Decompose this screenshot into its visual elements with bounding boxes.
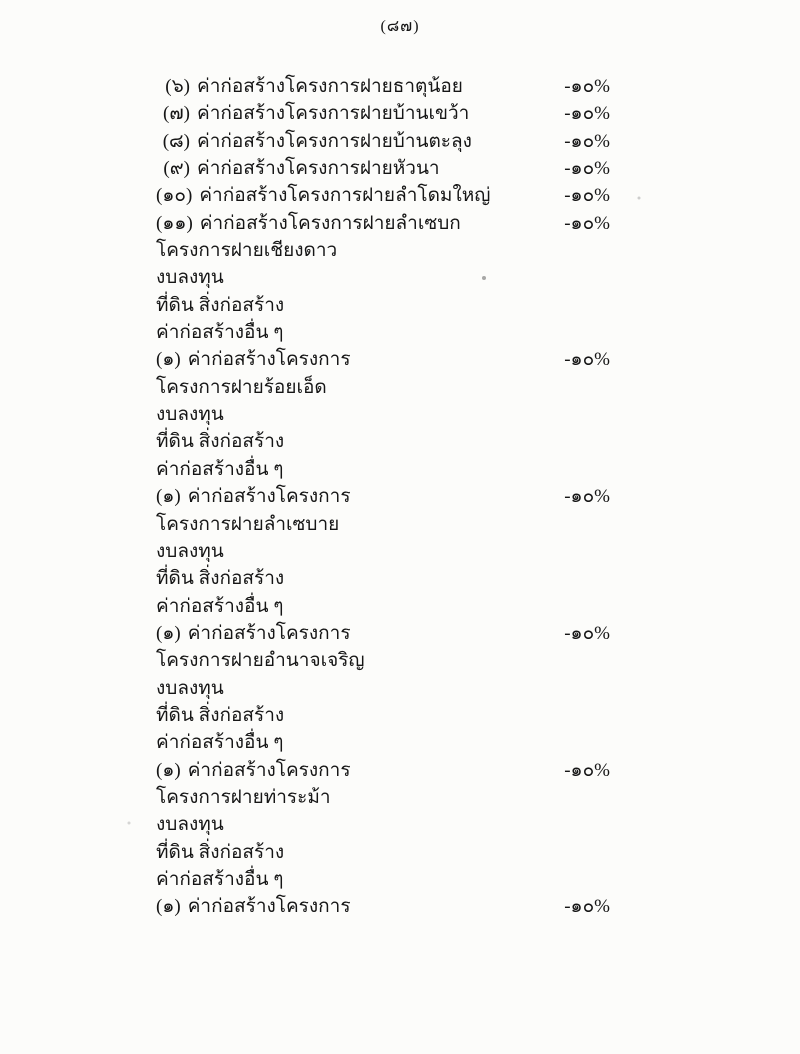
budget-category	[156, 729, 610, 756]
budget-category	[156, 839, 610, 866]
project-heading	[156, 374, 610, 401]
line-label: โครงการฝายเชียงดาว	[156, 240, 338, 262]
line-value: -๑๐%	[564, 759, 610, 781]
line-label: ค่าก่อสร้างโครงการฝายธาตุน้อย	[197, 76, 463, 97]
line-value: -๑๐%	[564, 349, 610, 371]
budget-line-item	[156, 210, 610, 237]
line-label: ที่ดิน สิ่งก่อสร้าง	[156, 704, 285, 726]
line-label: ค่าก่อสร้างโครงการ	[187, 349, 351, 371]
budget-category	[156, 401, 610, 428]
line-value: -๑๐%	[564, 486, 610, 508]
line-label: งบลงทุน	[156, 814, 224, 836]
line-value: -๑๐%	[564, 896, 610, 918]
project-heading	[156, 647, 610, 674]
budget-line-item	[156, 346, 610, 373]
budget-category	[156, 811, 610, 838]
budget-category	[156, 264, 610, 291]
budget-category	[156, 675, 610, 702]
budget-category	[156, 292, 610, 319]
line-value: -๑๐%	[564, 130, 610, 152]
budget-list	[156, 73, 610, 921]
budget-category	[156, 565, 610, 592]
budget-category	[156, 702, 610, 729]
line-number: (๖)	[165, 76, 190, 97]
line-number: (๙)	[163, 158, 190, 180]
line-value: -๑๐%	[564, 212, 610, 234]
line-label: ที่ดิน สิ่งก่อสร้าง	[156, 841, 285, 863]
budget-line-item	[156, 483, 610, 510]
line-number: (๗)	[163, 103, 190, 125]
line-value: -๑๐%	[564, 158, 610, 180]
scan-artifacts	[0, 0, 2, 2]
line-label: งบลงทุน	[156, 404, 224, 426]
line-label: ค่าก่อสร้างอื่น ๆ	[156, 595, 284, 617]
line-label: โครงการฝายท่าระม้า	[156, 786, 331, 808]
project-heading	[156, 784, 610, 811]
line-label: งบลงทุน	[156, 540, 224, 562]
line-label: ที่ดิน สิ่งก่อสร้าง	[156, 431, 285, 453]
line-label: ค่าก่อสร้างโครงการฝายหัวนา	[197, 158, 440, 180]
budget-line-item	[156, 182, 610, 209]
line-number: (๑)	[156, 486, 181, 508]
budget-category	[156, 866, 610, 893]
budget-line-item	[156, 100, 610, 127]
line-number: (๑)	[156, 349, 181, 371]
budget-line-item	[156, 128, 610, 155]
line-number: (๑๐)	[156, 185, 193, 207]
line-value: -๑๐%	[564, 76, 610, 97]
line-number: (๘)	[162, 130, 190, 152]
budget-line-item	[156, 73, 610, 100]
line-label: ค่าก่อสร้างโครงการฝายบ้านตะลุง	[197, 130, 472, 152]
line-label: ค่าก่อสร้างโครงการ	[187, 759, 351, 781]
line-label: ที่ดิน สิ่งก่อสร้าง	[156, 568, 285, 590]
budget-line-item	[156, 893, 610, 920]
project-heading	[156, 511, 610, 538]
line-label: งบลงทุน	[156, 677, 224, 699]
line-label: ที่ดิน สิ่งก่อสร้าง	[156, 294, 285, 316]
line-number: (๑)	[156, 759, 181, 781]
budget-category	[156, 428, 610, 455]
line-label: ค่าก่อสร้างอื่น ๆ	[156, 732, 284, 754]
line-value: -๑๐%	[564, 103, 610, 125]
budget-category	[156, 319, 610, 346]
line-label: ค่าก่อสร้างอื่น ๆ	[156, 868, 284, 890]
line-number: (๑๑)	[156, 212, 193, 234]
line-label: โครงการฝายอำนาจเจริญ	[156, 650, 365, 672]
line-number: (๑)	[156, 622, 181, 644]
budget-line-item	[156, 757, 610, 784]
line-label: โครงการฝายร้อยเอ็ด	[156, 376, 327, 398]
line-label: ค่าก่อสร้างโครงการ	[187, 486, 351, 508]
budget-line-item	[156, 620, 610, 647]
line-label: ค่าก่อสร้างอื่น ๆ	[156, 322, 284, 344]
line-label: ค่าก่อสร้างโครงการ	[187, 896, 351, 918]
page-number: (๘๗)	[380, 18, 420, 35]
budget-category	[156, 593, 610, 620]
line-label: โครงการฝายลำเซบาย	[156, 513, 340, 535]
line-label: งบลงทุน	[156, 267, 224, 289]
line-label: ค่าก่อสร้างโครงการ	[187, 622, 351, 644]
line-value: -๑๐%	[564, 622, 610, 644]
budget-category	[156, 456, 610, 483]
line-value: -๑๐%	[564, 185, 610, 207]
line-label: ค่าก่อสร้างโครงการฝายลำโดมใหญ่	[199, 185, 491, 207]
budget-category	[156, 538, 610, 565]
line-label: ค่าก่อสร้างโครงการฝายบ้านเขว้า	[197, 103, 470, 125]
line-number: (๑)	[156, 896, 181, 918]
budget-line-item	[156, 155, 610, 182]
line-label: ค่าก่อสร้างอื่น ๆ	[156, 458, 284, 480]
line-label: ค่าก่อสร้างโครงการฝายลำเซบก	[199, 212, 461, 234]
project-heading	[156, 237, 610, 264]
